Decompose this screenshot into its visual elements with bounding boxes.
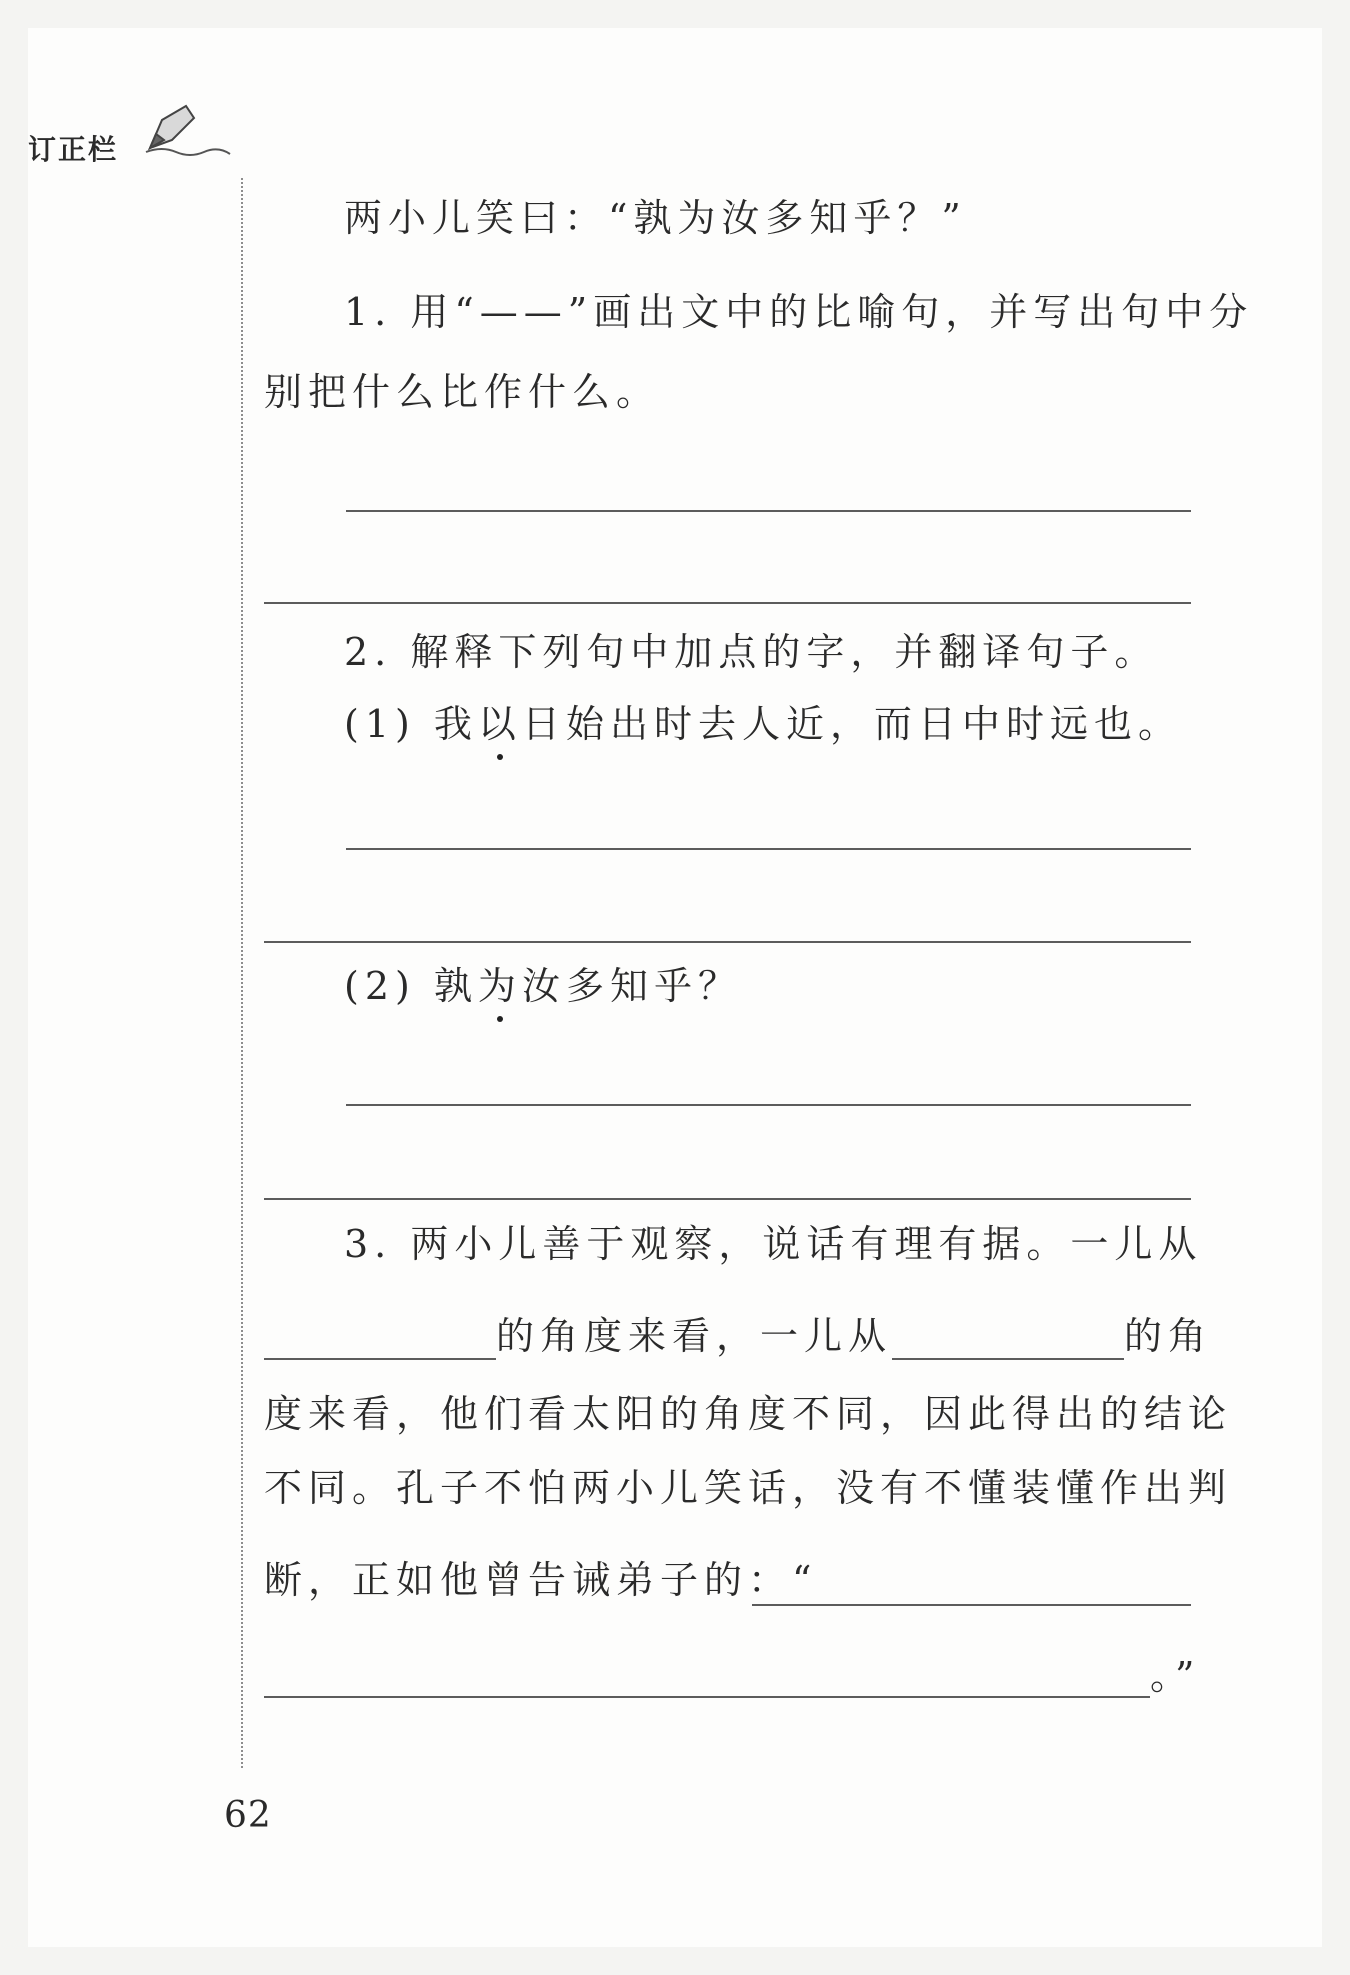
question-2-sentence-2 bbox=[344, 962, 742, 1010]
margin-dotted-line bbox=[241, 178, 243, 1768]
question-3-line-4: 不同。孔子不怕两小儿笑话，没有不懂装懂作出判 bbox=[264, 1466, 1233, 1510]
sentence-1-before: (1) 我 bbox=[344, 702, 478, 746]
page-number: 62 bbox=[224, 1795, 272, 1836]
sentence-2-after: 汝多知乎？ bbox=[521, 964, 742, 1008]
intro-sentence: 两小儿笑曰：“孰为汝多知乎？” bbox=[344, 196, 967, 240]
question-3-line-5: 断，正如他曾告诫弟子的：“ bbox=[264, 1558, 818, 1602]
question-2-sentence-1 bbox=[344, 700, 1182, 748]
answer-line[interactable] bbox=[264, 602, 1191, 604]
question-2-title: 2. 解释下列句中加点的字，并翻译句子。 bbox=[344, 630, 1159, 674]
fill-blank[interactable] bbox=[892, 1322, 1124, 1360]
answer-line[interactable] bbox=[264, 1198, 1191, 1200]
correction-column-label: 订正栏 bbox=[28, 133, 119, 166]
fill-blank[interactable] bbox=[264, 1322, 496, 1360]
answer-line[interactable] bbox=[346, 1104, 1191, 1106]
sentence-2-before: (2) 孰 bbox=[344, 964, 478, 1008]
closing-quote: 。” bbox=[1150, 1654, 1201, 1698]
answer-line[interactable] bbox=[264, 941, 1191, 943]
question-3-line-2 bbox=[264, 1312, 1212, 1360]
answer-line[interactable] bbox=[752, 1604, 1191, 1606]
q3-line2-text-a: 的角度来看，一儿从 bbox=[496, 1314, 893, 1358]
dotted-character: 以 bbox=[477, 702, 522, 746]
pencil-icon bbox=[142, 100, 232, 164]
question-1-line-1: 1. 用“——”画出文中的比喻句，并写出句中分 bbox=[344, 290, 1254, 334]
answer-line[interactable] bbox=[264, 1696, 1150, 1698]
q3-line2-text-b: 的角 bbox=[1124, 1314, 1213, 1358]
question-3-line-1: 3. 两小儿善于观察，说话有理有据。一儿从 bbox=[344, 1222, 1203, 1266]
answer-line[interactable] bbox=[346, 510, 1191, 512]
answer-line[interactable] bbox=[346, 848, 1191, 850]
question-3-line-3: 度来看，他们看太阳的角度不同，因此得出的结论 bbox=[264, 1392, 1233, 1436]
question-1-line-2: 别把什么比作什么。 bbox=[264, 370, 661, 414]
dotted-character: 为 bbox=[477, 964, 522, 1008]
sentence-1-after: 日始出时去人近，而日中时远也。 bbox=[521, 702, 1182, 746]
